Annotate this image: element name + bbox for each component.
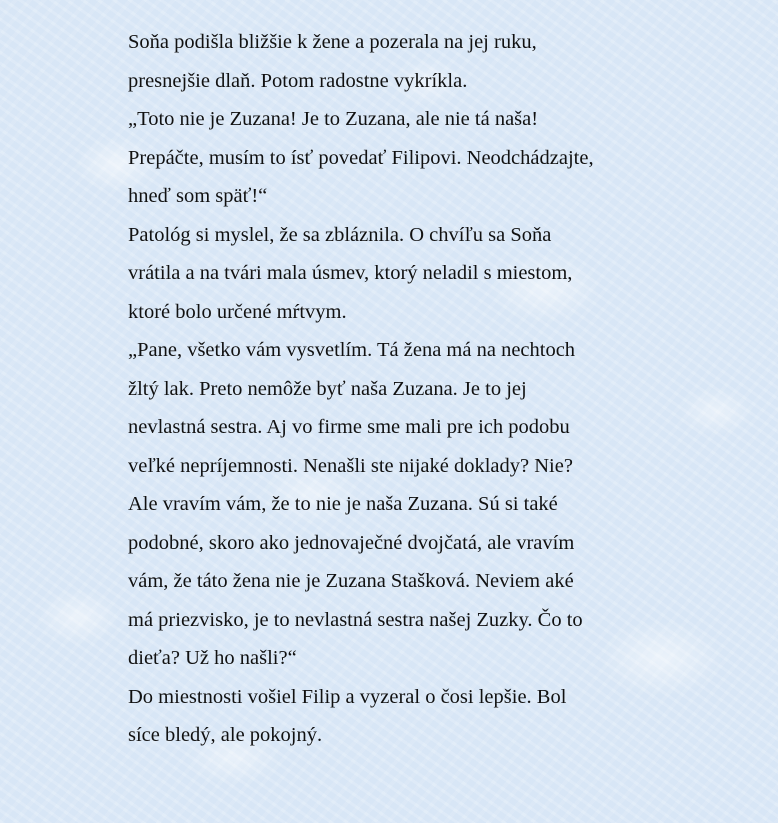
text-line: veľké nepríjemnosti. Nenašli ste nijaké doklady? Nie? [128, 454, 573, 477]
text-line: má priezvisko, je to nevlastná sestra našej Zuzky. Čo to [128, 608, 583, 631]
text-line: vrátila a na tvári mala úsmev, ktorý neladil s miestom, [128, 262, 573, 284]
text-line: síce bledý, ale pokojný. [128, 724, 323, 746]
text-line: Prepáčte, musím to ísť povedať Filipovi. Neodchádzajte, [128, 146, 594, 169]
text-line: Do miestnosti vošiel Filip a vyzeral o čosi lepšie. Bol [128, 685, 567, 708]
document-body [128, 23, 748, 755]
text-line: „Toto nie je Zuzana! Je to Zuzana, ale nie tá naša! [128, 108, 539, 130]
text-line: podobné, skoro ako jednovaječné dvojčatá, ale vravím [128, 531, 575, 554]
text-line: Ale vravím vám, že to nie je naša Zuzana. Sú si také [128, 493, 558, 515]
text-line: Patológ si myslel, že sa zbláznila. O chvíľu sa Soňa [128, 223, 552, 246]
text-line: presnejšie dlaň. Potom radostne vykríkla. [128, 69, 468, 92]
text-line: Soňa podišla bližšie k žene a pozerala na jej ruku, [128, 31, 537, 53]
text-line: dieťa? Už ho našli?“ [128, 647, 297, 669]
text-line: „Pane, všetko vám vysvetlím. Tá žena má na nechtoch [128, 339, 576, 361]
text-line: vám, že táto žena nie je Zuzana Stašková. Neviem aké [128, 570, 574, 592]
text-line: ktoré bolo určené mŕtvym. [128, 300, 347, 323]
text-line: žltý lak. Preto nemôže byť naša Zuzana. Je to jej [128, 377, 527, 400]
text-line: hneď som späť!“ [128, 185, 268, 207]
text-line: nevlastná sestra. Aj vo firme sme mali pre ich podobu [128, 416, 570, 438]
